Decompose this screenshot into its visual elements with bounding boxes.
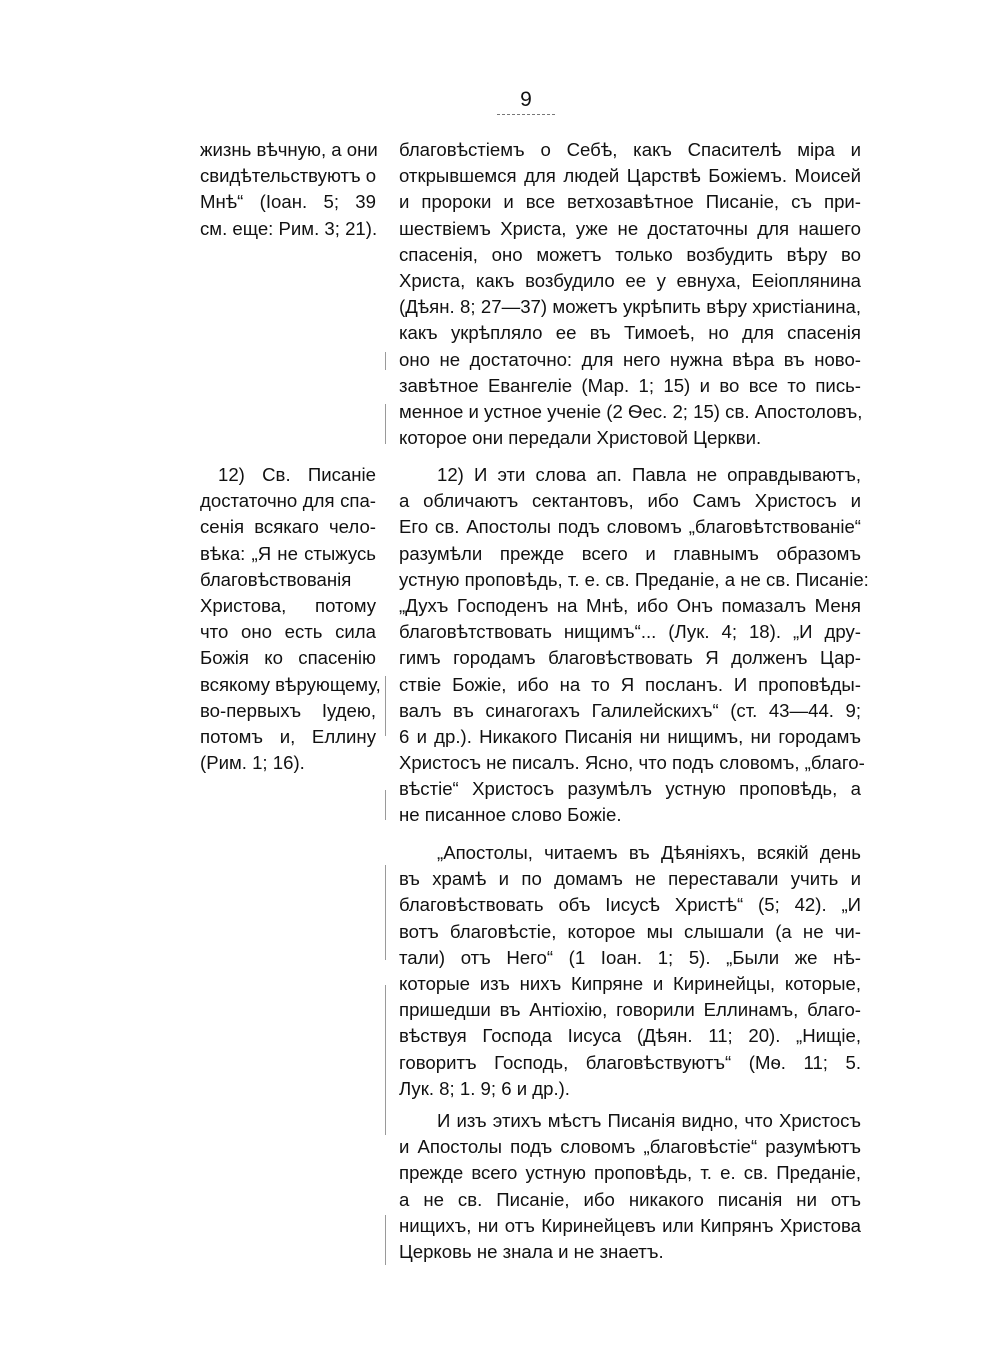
text-line: открывшемся для людей Царствѣ Божіемъ. Моисей (399, 165, 861, 187)
text-line: устную проповѣдь, т. е. св. Преданіе, а не св. Писаніе: (399, 568, 869, 590)
text-line: вотъ благовѣстіе, которое мы слышали (а не чи- (399, 920, 861, 942)
left-column-note-2 (200, 462, 381, 776)
main-paragraph-2 (399, 462, 869, 829)
main-paragraph-1 (399, 137, 861, 451)
text-line: достаточно для спа- (200, 490, 376, 512)
text-line: ствіе Божіе, ибо на то Я посланъ. И проповѣды- (399, 673, 861, 695)
text-line: сенія всякаго чело- (200, 516, 376, 538)
text-line: свидѣтельствуютъ о (200, 165, 377, 187)
text-line: благовѣствованія (200, 568, 352, 590)
text-line: менное и устное ученіе (2 Ѳес. 2; 15) св. Апостоловъ, (399, 400, 863, 422)
text-line: и Апостолы подъ словомъ „благовѣстіе“ разумѣютъ (399, 1136, 861, 1158)
text-line: благовѣтствовать нищимъ“... (Лук. 4; 18). „И дру- (399, 621, 861, 643)
main-paragraph-3 (399, 840, 861, 1102)
text-line: (Рим. 1; 16). (200, 752, 305, 774)
text-line: нищихъ, ни отъ Киринейцевъ или Кипрянъ Христова (399, 1214, 861, 1236)
text-line: Христосъ не писалъ. Ясно, что подъ словомъ, „благо- (399, 752, 865, 774)
column-divider-mark (385, 985, 386, 1135)
text-line: благовѣствовать объ Іисусѣ Христѣ“ (5; 42). „И (399, 894, 861, 916)
column-divider-mark (385, 404, 386, 444)
text-line: всякому вѣрующему, (200, 673, 381, 695)
text-line: „Духъ Господенъ на Мнѣ, ибо Онъ помазалъ Меня (399, 594, 861, 616)
text-line: прежде всего устную проповѣдь, т. е. св. Преданіе, (399, 1162, 861, 1184)
page-number-rule (497, 114, 555, 115)
text-line: разумѣли прежде всего и главнымъ образомъ (399, 542, 861, 564)
left-column-note-1 (200, 137, 376, 242)
text-line: и пророки и все ветхозавѣтное Писаніе, съ при- (399, 191, 861, 213)
page-number: 9 (520, 88, 532, 111)
text-line: Лук. 8; 1. 9; 6 и др.). (399, 1077, 570, 1099)
text-line: шествіемъ Христа, уже не достаточны для нашего (399, 217, 861, 239)
main-paragraph-4 (399, 1108, 861, 1265)
text-line: 12) Св. Писаніе (218, 464, 376, 485)
text-line: „Апостолы, читаемъ въ Дѣяніяхъ, всякій день (437, 842, 861, 863)
text-line: которые изъ нихъ Кипряне и Киринейцы, которые, (399, 972, 861, 994)
text-line: валъ въ синагогахъ Галилейскихъ“ (ст. 43—44. 9; (399, 699, 861, 721)
text-line: во-первыхъ Іудею, (200, 699, 376, 721)
text-line: въ храмѣ и по домамъ не переставали учить и (399, 868, 861, 890)
text-line: 6 и др.). Никакого Писанія ни нищимъ, ни городамъ (399, 725, 861, 747)
text-line: см. еще: Рим. 3; 21). (200, 217, 378, 239)
text-line: а не св. Писаніе, ибо никакого писанія ни отъ (399, 1188, 861, 1210)
text-line: которое они передали Христовой Церкви. (399, 427, 762, 449)
text-line: оно не достаточно: для него нужна вѣра въ ново- (399, 348, 861, 370)
text-line: гимъ городамъ благовѣствовать Я долженъ Цар- (399, 647, 861, 669)
text-line: какъ укрѣпляло ее въ Тимоеѣ, но для спасенія (399, 322, 861, 344)
text-line: спасенія, оно можетъ только возбудить вѣру во (399, 243, 861, 265)
text-line: завѣтное Евангеліе (Мар. 1; 15) и во все то пись- (399, 374, 861, 396)
column-divider-mark (385, 865, 386, 960)
text-line: Церковь не знала и не знаетъ. (399, 1240, 664, 1262)
text-line: вѣствуя Господа Іисуса (Дѣян. 11; 20). „Нищіе, (399, 1025, 861, 1047)
text-line: 12) И эти слова ап. Павла не оправдываютъ, (437, 464, 861, 485)
column-divider-mark (385, 790, 386, 820)
text-line: жизнь вѣчную, а они (200, 139, 378, 160)
column-divider-mark (385, 1215, 386, 1265)
text-line: тали) отъ Него“ (1 Іоан. 1; 5). „Были же нѣ- (399, 946, 861, 968)
text-line: благовѣстіемъ о Себѣ, какъ Спасителѣ міра и (399, 139, 861, 160)
text-line: потомъ и, Еллину (200, 725, 376, 747)
text-line: вѣка: „Я не стыжусь (200, 542, 376, 564)
text-line: пришедши въ Антіохію, говорили Еллинамъ, благо- (399, 999, 861, 1021)
text-line: вѣстіе“ Христосъ разумѣлъ устную проповѣдь, а (399, 778, 861, 800)
text-line: (Дѣян. 8; 27—37) можетъ укрѣпить вѣру христіанина, (399, 296, 861, 318)
text-line: говоритъ Господь, благовѣствуютъ“ (Мѳ. 11; 5. (399, 1051, 861, 1073)
text-line: Мнѣ“ (Іоан. 5; 39 (200, 191, 376, 213)
text-line: что оно есть сила (200, 621, 376, 643)
text-line: не писанное слово Божіе. (399, 804, 622, 826)
text-line: Христова, потому (200, 594, 376, 616)
column-divider-mark (385, 676, 386, 736)
text-line: Христа, какъ возбудило ее у евнуха, Ееіоплянина (399, 269, 861, 291)
text-line: а обличаютъ сектантовъ, ибо Самъ Христосъ и (399, 490, 861, 512)
column-divider-mark (385, 352, 386, 370)
text-line: Божія ко спасенію (200, 647, 376, 669)
text-line: Его св. Апостолы подъ словомъ „благовѣтствованіе“ (399, 516, 861, 538)
text-line: И изъ этихъ мѣстъ Писанія видно, что Христосъ (437, 1110, 861, 1131)
